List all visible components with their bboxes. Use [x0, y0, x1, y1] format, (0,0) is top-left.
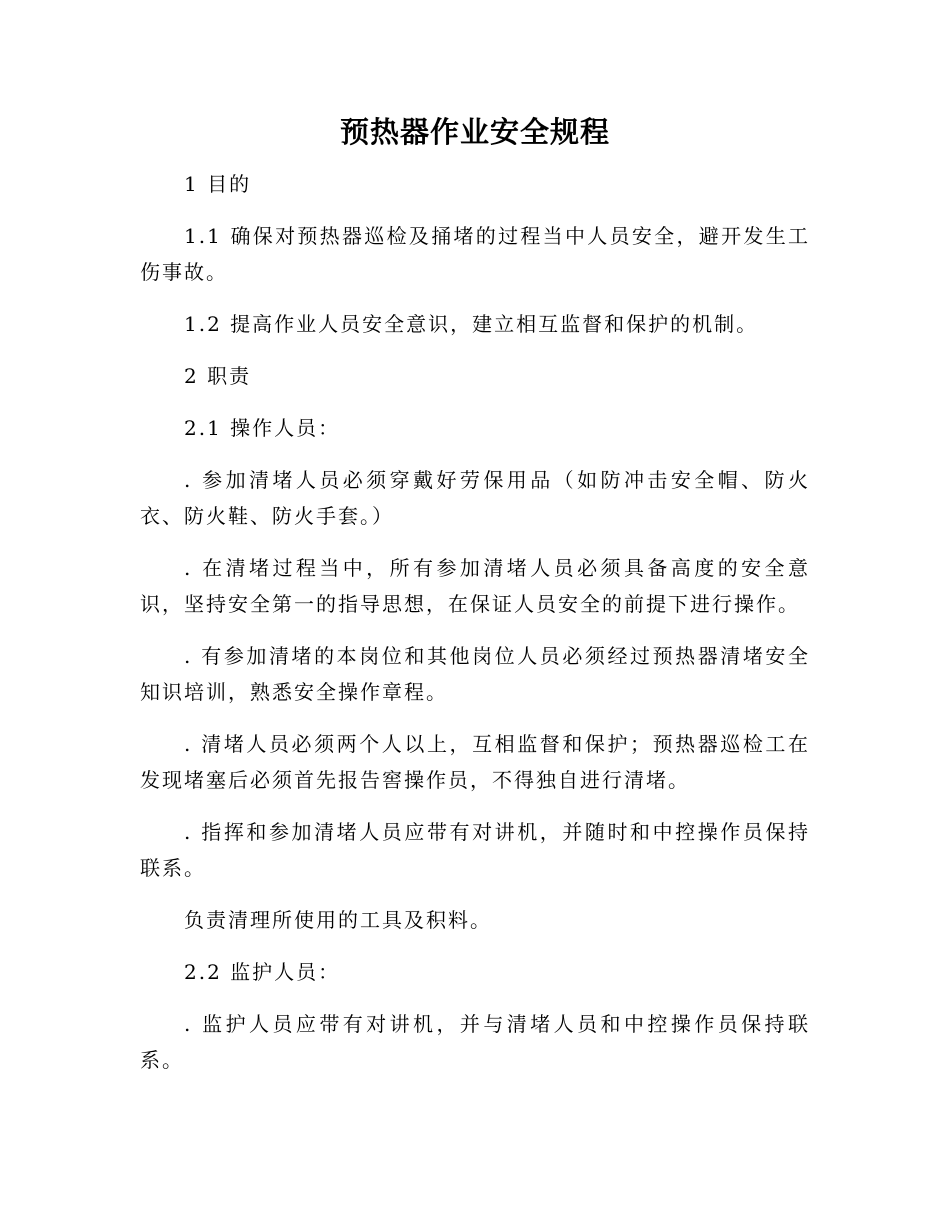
- list-item: . 监护人员应带有对讲机，并与清堵人员和中控操作员保持联系。: [140, 1012, 810, 1072]
- paragraph: 1.1 确保对预热器巡检及捅堵的过程当中人员安全，避开发生工伤事故。: [140, 224, 810, 284]
- list-item: . 清堵人员必须两个人以上，互相监督和保护；预热器巡检工在发现堵塞后必须首先报告窖操作员，不得独自进行清堵。: [140, 732, 810, 792]
- document-title: 预热器作业安全规程: [339, 115, 610, 149]
- section-heading-duties: 2 职责: [184, 364, 252, 388]
- document-body: [140, 166, 810, 1094]
- list-item: . 指挥和参加清堵人员应带有对讲机，并随时和中控操作员保持联系。: [140, 820, 810, 880]
- paragraph: 1.2 提高作业人员安全意识，建立相互监督和保护的机制。: [184, 312, 759, 336]
- subsection-heading-supervisors: 2.2 监护人员：: [184, 960, 341, 984]
- section-heading-purpose: 1 目的: [184, 172, 252, 196]
- subsection-heading-operators: 2.1 操作人员：: [184, 416, 341, 440]
- list-item: . 有参加清堵的本岗位和其他岗位人员必须经过预热器清堵安全知识培训，熟悉安全操作章程。: [140, 644, 810, 704]
- list-item: . 在清堵过程当中，所有参加清堵人员必须具备高度的安全意识，坚持安全第一的指导思想，在保证人员安全的前提下进行操作。: [140, 556, 810, 616]
- paragraph: 负责清理所使用的工具及积料。: [184, 908, 492, 932]
- list-item: . 参加清堵人员必须穿戴好劳保用品（如防冲击安全帽、防火衣、防火鞋、防火手套。）: [140, 468, 810, 528]
